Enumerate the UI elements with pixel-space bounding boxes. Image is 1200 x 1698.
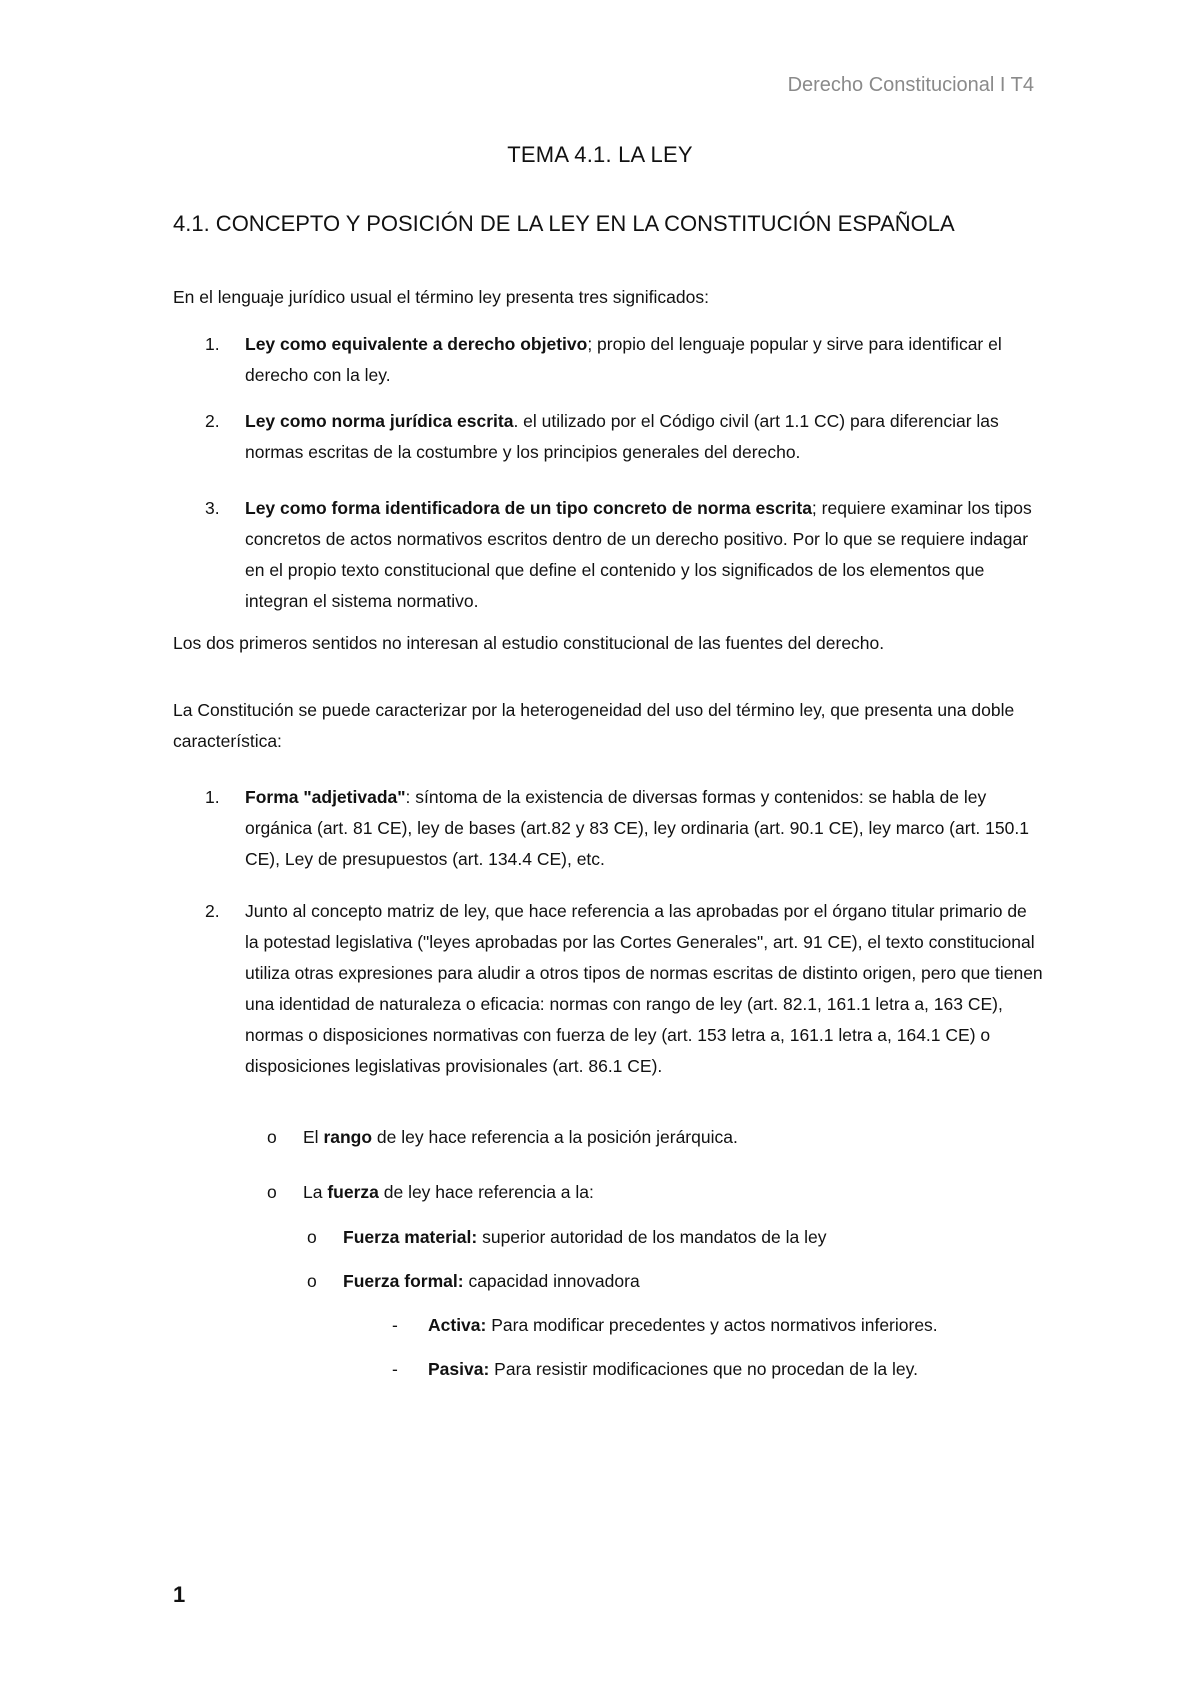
term-bold: Ley como equivalente a derecho objetivo — [245, 334, 588, 354]
bullet-text-post: Para resistir modificaciones que no procedan de la ley. — [489, 1359, 918, 1379]
bullet-marker: o — [307, 1271, 317, 1291]
term-description: ; propio del lenguaje popular y sirve para identificar el derecho con la ley. — [245, 334, 1002, 385]
term-description: : síntoma de la existencia de diversas formas y contenidos: se habla de ley orgánica (art. 81 CE), ley de bases (art.82 y 83 CE), ley ordinaria (art. 90.1 CE), ley marco (art. 150.1 CE), Ley de presupuestos (art. 134.4 CE), etc. — [245, 787, 1029, 869]
term-bold: Ley como forma identificadora de un tipo concreto de norma escrita — [245, 498, 812, 518]
bullet-text-bold: rango — [323, 1127, 373, 1147]
page-number: 1 — [173, 1582, 186, 1607]
term-description: ; requiere examinar los tipos concretos de actos normativos escritos dentro de un derecho positivo. Por lo que se requiere indagar en el propio texto constitucional que define el contenido y los significados de los elementos que integran el sistema normativo. — [245, 498, 1032, 611]
term-bold: Forma "adjetivada" — [245, 787, 406, 807]
bullet-text-bold: Activa: — [428, 1315, 487, 1335]
term-bold: Ley como norma jurídica escrita — [245, 411, 514, 431]
paragraph-first-two-senses: Los dos primeros sentidos no interesan al estudio constitucional de las fuentes del derecho. — [173, 633, 885, 653]
bullet-text-post: superior autoridad de los mandatos de la ley — [477, 1227, 827, 1247]
intro-paragraph: En el lenguaje jurídico usual el término ley presenta tres significados: — [173, 287, 709, 307]
bullet-marker: o — [267, 1182, 277, 1202]
bullet-text-bold: Fuerza material: — [343, 1227, 478, 1247]
bullet-marker: o — [267, 1127, 277, 1147]
bullet-text-bold: fuerza — [327, 1182, 379, 1202]
list-number: 2. — [205, 901, 220, 921]
section-heading: 4.1. CONCEPTO Y POSICIÓN DE LA LEY EN LA CONSTITUCIÓN ESPAÑOLA — [173, 211, 955, 236]
bullet-text-bold: Fuerza formal: — [343, 1271, 464, 1291]
running-header: Derecho Constitucional I T4 — [787, 74, 1034, 96]
paragraph-constitution: La Constitución se puede caracterizar por la heterogeneidad del uso del término ley, que presenta una doble característica: — [173, 700, 1015, 751]
bullet-text-post: capacidad innovadora — [463, 1271, 640, 1291]
bullet-text-pre: El — [303, 1127, 324, 1147]
bullet-text-pre: La — [303, 1182, 328, 1202]
bullet-text-post: de ley hace referencia a la posición jerárquica. — [372, 1127, 738, 1147]
dash-marker: - — [392, 1359, 398, 1379]
bullet-text-post: de ley hace referencia a la: — [378, 1182, 594, 1202]
list-number: 1. — [205, 787, 220, 807]
bullet-text-post: Para modificar precedentes y actos normativos inferiores. — [486, 1315, 938, 1335]
dash-marker: - — [392, 1315, 398, 1335]
term-description: . el utilizado por el Código civil (art 1.1 CC) para diferenciar las normas escritas de la costumbre y los principios generales del derecho. — [245, 411, 999, 462]
page-title: TEMA 4.1. LA LEY — [507, 142, 693, 167]
bullet-text-bold: Pasiva: — [428, 1359, 490, 1379]
list-number: 2. — [205, 411, 220, 431]
bullet-marker: o — [307, 1227, 317, 1247]
term-description: Junto al concepto matriz de ley, que hace referencia a las aprobadas por el órgano titular primario de la potestad legislativa ("leyes aprobadas por las Cortes Generales", art. 91 CE), el texto constitucional utiliza otras expresiones para aludir a otros tipos de normas escritas de distinto origen, pero que tienen una identidad de naturaleza o eficacia: normas con rango de ley (art. 82.1, 161.1 letra a, 163 CE), normas o disposiciones normativas con fuerza de ley (art. 153 letra a, 161.1 letra a, 164.1 CE) o disposiciones legislativas provisionales (art. 86.1 CE). — [245, 901, 1043, 1076]
list-number: 3. — [205, 498, 220, 518]
list-number: 1. — [205, 334, 220, 354]
